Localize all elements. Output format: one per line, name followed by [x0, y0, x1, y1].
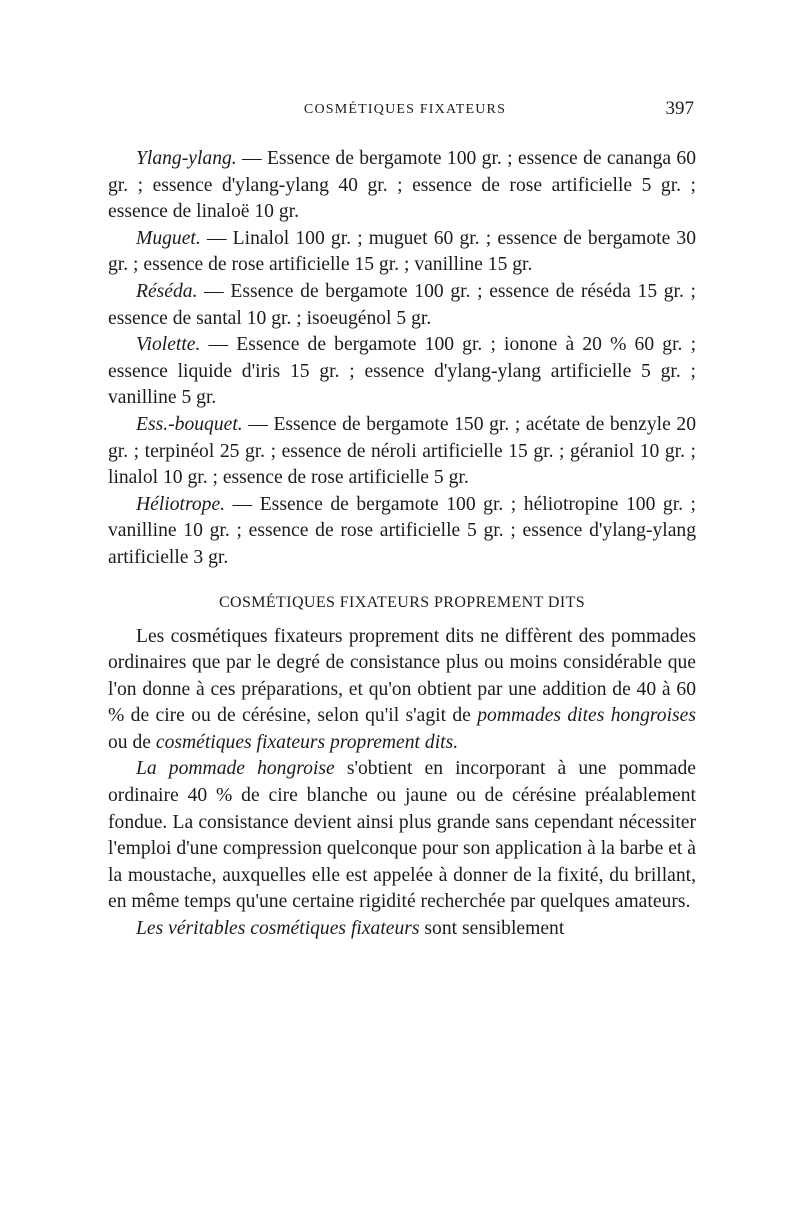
recipe-text: Essence de bergamote 100 gr. ; ionone à 20 % 60 gr. ; essence liquide d'iris 15 gr. ; essence d'ylang-ylang artificielle 5 gr. ; vanilline 5 gr. [108, 334, 697, 409]
paragraph-text: ou de [108, 731, 156, 753]
paragraph-veritables-cosmetiques [108, 916, 696, 943]
paragraph-fixateurs-definition [108, 624, 696, 757]
recipe-separator: — [197, 280, 231, 302]
paragraph-lead: Les véritables cosmétiques fixateurs [136, 918, 420, 940]
paragraph-pommade-hongroise [108, 756, 696, 916]
recipe-separator: — [236, 148, 267, 169]
recipe-name: Ess.-bouquet. [136, 413, 243, 435]
italic-term: cosmétiques fixateurs proprement dits. [155, 731, 459, 753]
section-heading: COSMÉTIQUES FIXATEURS PROPREMENT DITS [218, 593, 586, 611]
recipe-violette [108, 332, 696, 412]
recipe-name: Muguet. [136, 227, 201, 249]
recipe-separator: — [200, 227, 233, 249]
recipe-ylang-ylang [108, 146, 696, 226]
recipe-text: Essence de bergamote 150 gr. ; acétate de benzyle 20 gr. ; terpinéol 25 gr. ; essence de néroli artificielle 15 gr. ; géraniol 10 gr. ; linalol 10 gr. ; essence de rose artificielle 5 gr. [108, 413, 696, 489]
recipe-text: Essence de bergamote 100 gr. ; héliotropine 100 gr. ; vanilline 10 gr. ; essence de rose artificielle 5 gr. ; essence d'ylang-ylang artificielle 3 gr. [108, 493, 697, 568]
paragraph-text: sont sensiblement [419, 918, 565, 940]
recipe-list [108, 146, 696, 572]
running-title: COSMÉTIQUES FIXATEURS [303, 102, 507, 117]
text-block [108, 146, 696, 943]
recipe-ess-bouquet [108, 412, 696, 492]
recipe-muguet [108, 226, 696, 279]
recipe-separator: — [200, 334, 237, 356]
recipe-reseda [108, 279, 696, 332]
recipe-name: Héliotrope. [136, 493, 226, 515]
recipe-separator: — [225, 493, 260, 515]
recipe-name: Réséda. [136, 280, 198, 302]
page-number: 397 [665, 98, 694, 119]
paragraph-lead: La pommade hongroise [136, 758, 335, 780]
recipe-name: Violette. [136, 334, 201, 356]
recipe-heliotrope [108, 492, 696, 572]
running-head [110, 96, 700, 126]
italic-term: pommades dites hongroises [477, 705, 696, 727]
recipe-text: Essence de bergamote 100 gr. ; essence de réséda 15 gr. ; essence de santal 10 gr. ; isoeugénol 5 gr. [108, 280, 696, 329]
recipe-separator: — [242, 413, 274, 435]
paragraph-text: s'obtient en incorporant à une pommade ordinaire 40 % de cire blanche ou jaune ou de cérésine préalablement fondue. La consistance devient ainsi plus grande sans cependant nécessiter l'emploi d'une compression quelconque pour son application à la barbe et à la moustache, auxquelles elle est appelée à donner de la fixité, du brillant, en même temps qu'une certaine rigidité recherchée par quelques amateurs. [108, 758, 696, 913]
paragraph-text: Les cosmétiques fixateurs proprement dits ne diffèrent des pommades ordinaires que par le degré de consistance plus ou moins considérable que l'on donne à ces préparations, et qu'on obtient par une addition de 40 à 60 % de cire ou de cérésine, selon qu'il s'agit de [108, 625, 696, 727]
recipe-text: Essence de bergamote 100 gr. ; essence de cananga 60 gr. ; essence d'ylang-ylang 40 gr. ; essence de rose artificielle 5 gr. ; essence de linaloë 10 gr. [108, 148, 697, 223]
recipe-name: Ylang-ylang. [136, 148, 237, 169]
recipe-text: Linalol 100 gr. ; muguet 60 gr. ; essence de bergamote 30 gr. ; essence de rose artificielle 15 gr. ; vanilline 15 gr. [108, 227, 697, 276]
